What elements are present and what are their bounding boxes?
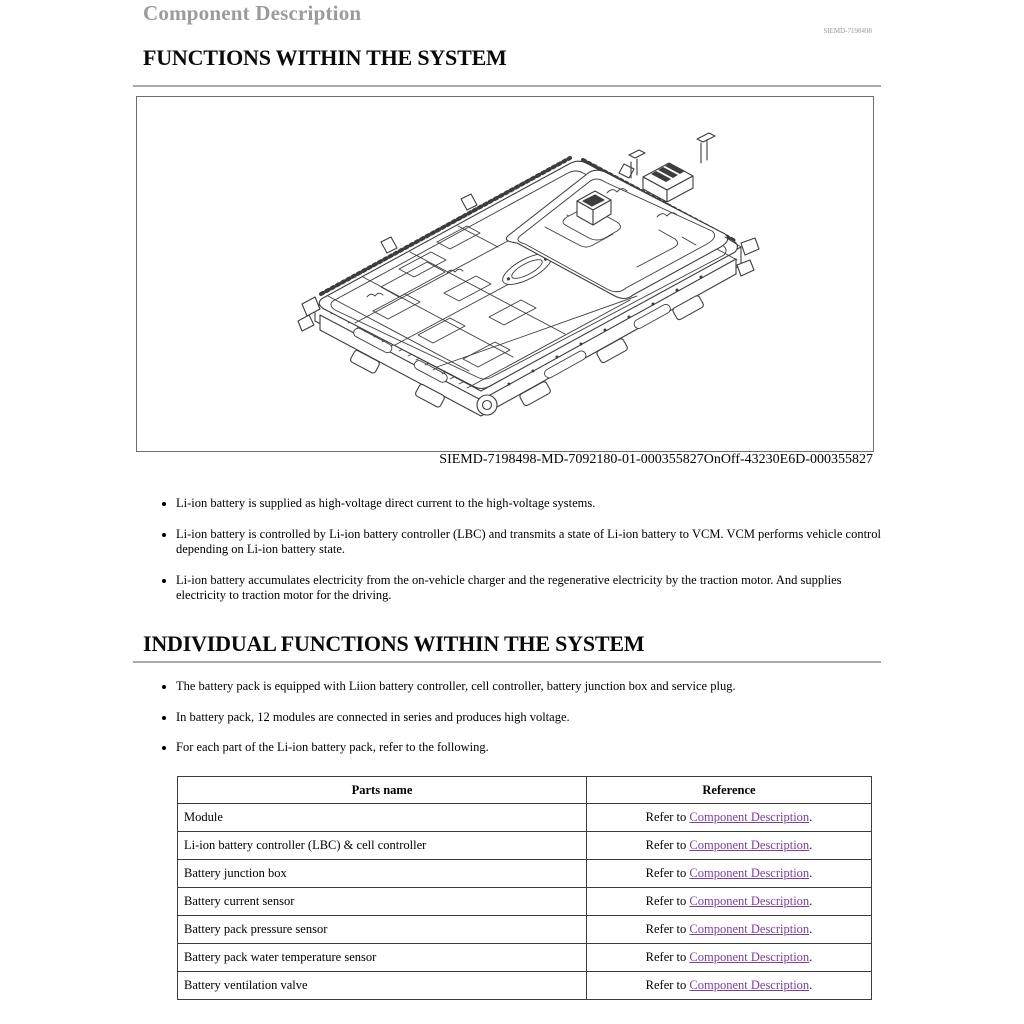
ref-suffix: . (809, 810, 813, 824)
ref-suffix: . (809, 922, 813, 936)
column-header-parts-name: Parts name (178, 777, 587, 804)
table-row (178, 916, 872, 944)
individual-bullet-list (143, 679, 890, 771)
bullet-item: • Li-ion battery accumulates electricity from the on-vehicle charger and the regenerative electricity by the traction motor. And supplies electricity to traction motor for the driving. (176, 573, 890, 604)
reference-cell (587, 972, 872, 1000)
table-row (178, 888, 872, 916)
bullet-item: • The battery pack is equipped with Liion battery controller, cell controller, battery junction box and service plug. (176, 679, 890, 695)
heading-rule (133, 661, 881, 663)
bullet-item: • Li-ion battery is supplied as high-voltage direct current to the high-voltage systems. (176, 496, 890, 512)
ref-suffix: . (809, 894, 813, 908)
part-name-cell: Module (178, 804, 587, 832)
component-description-link[interactable]: Component Description (689, 810, 810, 824)
battery-pack-illustration (137, 97, 873, 451)
part-name-cell: Battery pack water temperature sensor (178, 944, 587, 972)
part-name-cell: Battery pack pressure sensor (178, 916, 587, 944)
ref-suffix: . (809, 838, 813, 852)
component-description-link[interactable]: Component Description (689, 894, 810, 908)
ref-prefix: Refer to (645, 810, 690, 824)
reference-cell (587, 916, 872, 944)
section-heading-functions: FUNCTIONS WITHIN THE SYSTEM (143, 45, 507, 70)
table-row (178, 832, 872, 860)
figure-caption: SIEMD-7198498-MD-7092180-01-000355827OnOff-43230E6D-000355827 (439, 452, 873, 467)
reference-cell (587, 888, 872, 916)
ref-suffix: . (809, 978, 813, 992)
ref-prefix: Refer to (645, 978, 690, 992)
component-description-link[interactable]: Component Description (689, 866, 810, 880)
part-name-cell: Battery current sensor (178, 888, 587, 916)
table-header-row (178, 777, 872, 804)
reference-cell (587, 804, 872, 832)
reference-cell (587, 860, 872, 888)
ref-suffix: . (809, 950, 813, 964)
part-name-cell: Battery ventilation valve (178, 972, 587, 1000)
document-id: SIEMD-7198498 (823, 27, 872, 35)
ref-prefix: Refer to (645, 894, 690, 908)
component-description-link[interactable]: Component Description (689, 978, 810, 992)
reference-cell (587, 832, 872, 860)
ref-prefix: Refer to (645, 922, 690, 936)
bullet-item: • For each part of the Li-ion battery pack, refer to the following. (176, 740, 890, 756)
ref-prefix: Refer to (645, 866, 690, 880)
part-name-cell: Li-ion battery controller (LBC) & cell controller (178, 832, 587, 860)
table-row (178, 944, 872, 972)
component-description-link[interactable]: Component Description (689, 922, 810, 936)
ref-suffix: . (809, 866, 813, 880)
section-heading-individual: INDIVIDUAL FUNCTIONS WITHIN THE SYSTEM (143, 631, 645, 656)
ref-prefix: Refer to (645, 950, 690, 964)
table-row (178, 972, 872, 1000)
functions-bullet-list (143, 496, 890, 619)
table-row (178, 804, 872, 832)
parts-reference-table (177, 776, 872, 1000)
column-header-reference: Reference (587, 777, 872, 804)
ref-prefix: Refer to (645, 838, 690, 852)
component-description-link[interactable]: Component Description (689, 950, 810, 964)
table-row (178, 860, 872, 888)
figure-frame (136, 96, 874, 452)
heading-rule (133, 85, 881, 87)
bullet-item: • In battery pack, 12 modules are connected in series and produces high voltage. (176, 710, 890, 726)
reference-cell (587, 944, 872, 972)
part-name-cell: Battery junction box (178, 860, 587, 888)
component-description-link[interactable]: Component Description (689, 838, 810, 852)
page-title: Component Description (143, 1, 362, 25)
bullet-item: • Li-ion battery is controlled by Li-ion battery controller (LBC) and transmits a state of Li-ion battery to VCM. VCM performs vehicle control depending on Li-ion battery state. (176, 527, 890, 558)
